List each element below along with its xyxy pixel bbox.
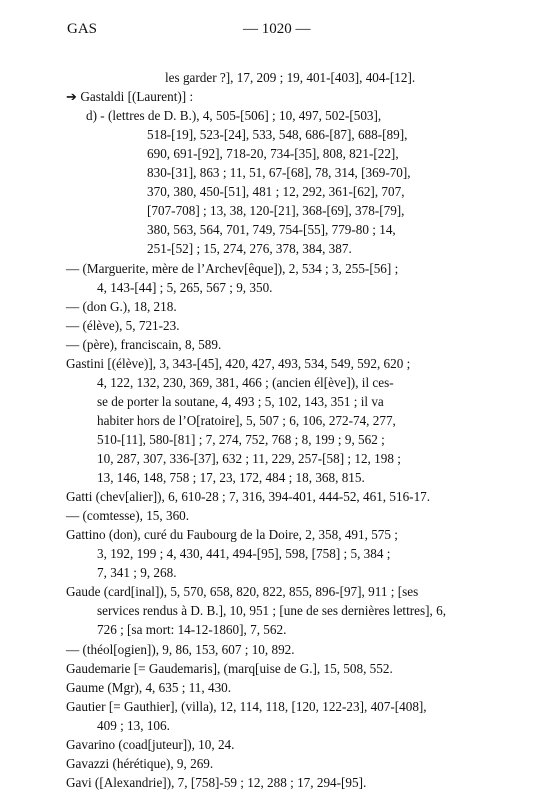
- index-line: 4, 143-[44] ; 5, 265, 567 ; 9, 350.: [97, 280, 273, 295]
- index-line: 726 ; [sa mort: 14-12-1860], 7, 562.: [97, 622, 287, 637]
- index-line: 251-[52] ; 15, 274, 276, 378, 384, 387.: [147, 241, 352, 256]
- index-line: [707-708] ; 13, 38, 120-[21], 368-[69], 378-[79],: [147, 203, 405, 218]
- index-line: Gavi ([Alexandrie]), 7, [758]-59 ; 12, 288 ; 17, 294-[95].: [66, 775, 367, 790]
- index-line: 4, 122, 132, 230, 369, 381, 466 ; (ancien él[ève]), il ces-: [97, 375, 394, 390]
- index-line: 10, 287, 307, 336-[37], 632 ; 11, 229, 257-[58] ; 12, 198 ;: [97, 451, 401, 466]
- index-line: 830-[31], 863 ; 11, 51, 67-[68], 78, 314, [369-70],: [147, 165, 411, 180]
- index-line: — (don G.), 18, 218.: [66, 299, 177, 314]
- index-line: — (père), franciscain, 8, 589.: [66, 337, 222, 352]
- index-line: 13, 146, 148, 758 ; 17, 23, 172, 484 ; 18, 368, 815.: [97, 470, 365, 485]
- index-line: 690, 691-[92], 718-20, 734-[35], 808, 821-[22],: [147, 146, 399, 161]
- index-line: Gaudemarie [= Gaudemaris], (marq[uise de G.], 15, 508, 552.: [66, 661, 393, 676]
- index-line: Gattino (don), curé du Faubourg de la Doire, 2, 358, 491, 575 ;: [66, 527, 398, 542]
- running-head: GAS: [67, 21, 98, 37]
- index-line: Gatti (chev[alier]), 6, 610-28 ; 7, 316, 394-401, 444-52, 461, 516-17.: [66, 489, 431, 504]
- index-line: 3, 192, 199 ; 4, 430, 441, 494-[95], 598, [758] ; 5, 384 ;: [97, 546, 391, 561]
- index-line: services rendus à D. B.], 10, 951 ; [une de ses dernières lettres], 6,: [97, 603, 446, 618]
- index-line: 510-[11], 580-[81] ; 7, 274, 752, 768 ; 8, 199 ; 9, 562 ;: [97, 432, 385, 447]
- index-line: Gavazzi (hérétique), 9, 269.: [66, 756, 214, 771]
- index-line: — (comtesse), 15, 360.: [66, 508, 190, 523]
- index-line: Gaume (Mgr), 4, 635 ; 11, 430.: [66, 680, 232, 695]
- index-line: 409 ; 13, 106.: [97, 718, 170, 733]
- index-line: les garder ?], 17, 209 ; 19, 401-[403], 404-[12].: [165, 70, 416, 85]
- index-line: ➔ Gastaldi [(Laurent)] :: [66, 89, 194, 104]
- index-line: 380, 563, 564, 701, 749, 754-[55], 779-80 ; 14,: [147, 222, 396, 237]
- index-line: Gautier [= Gauthier], (villa), 12, 114, 118, [120, 122-23], 407-[408],: [66, 699, 427, 714]
- index-line: 370, 380, 450-[51], 481 ; 12, 292, 361-[62], 707,: [147, 184, 405, 199]
- index-line: 7, 341 ; 9, 268.: [97, 565, 177, 580]
- page-number: — 1020 —: [243, 21, 311, 37]
- index-line: se de porter la soutane, 4, 493 ; 5, 102, 143, 351 ; il va: [97, 394, 384, 409]
- index-line: Gavarino (coad[juteur]), 10, 24.: [66, 737, 235, 752]
- index-line: — (théol[ogien]), 9, 86, 153, 607 ; 10, 892.: [66, 642, 295, 657]
- index-line: Gastini [(élève)], 3, 343-[45], 420, 427, 493, 534, 549, 592, 620 ;: [66, 356, 411, 371]
- index-line: d) - (lettres de D. B.), 4, 505-[506] ; 10, 497, 502-[503],: [86, 108, 382, 123]
- index-line: — (élève), 5, 721-23.: [66, 318, 180, 333]
- index-line: Gaude (card[inal]), 5, 570, 658, 820, 822, 855, 896-[97], 911 ; [ses: [66, 584, 419, 599]
- index-line: 518-[19], 523-[24], 533, 548, 686-[87], 688-[89],: [147, 127, 408, 142]
- index-line: habiter hors de l’O[ratoire], 5, 507 ; 6, 106, 272-74, 277,: [97, 413, 396, 428]
- index-line: — (Marguerite, mère de l’Archev[êque]), 2, 534 ; 3, 255-[56] ;: [66, 261, 399, 276]
